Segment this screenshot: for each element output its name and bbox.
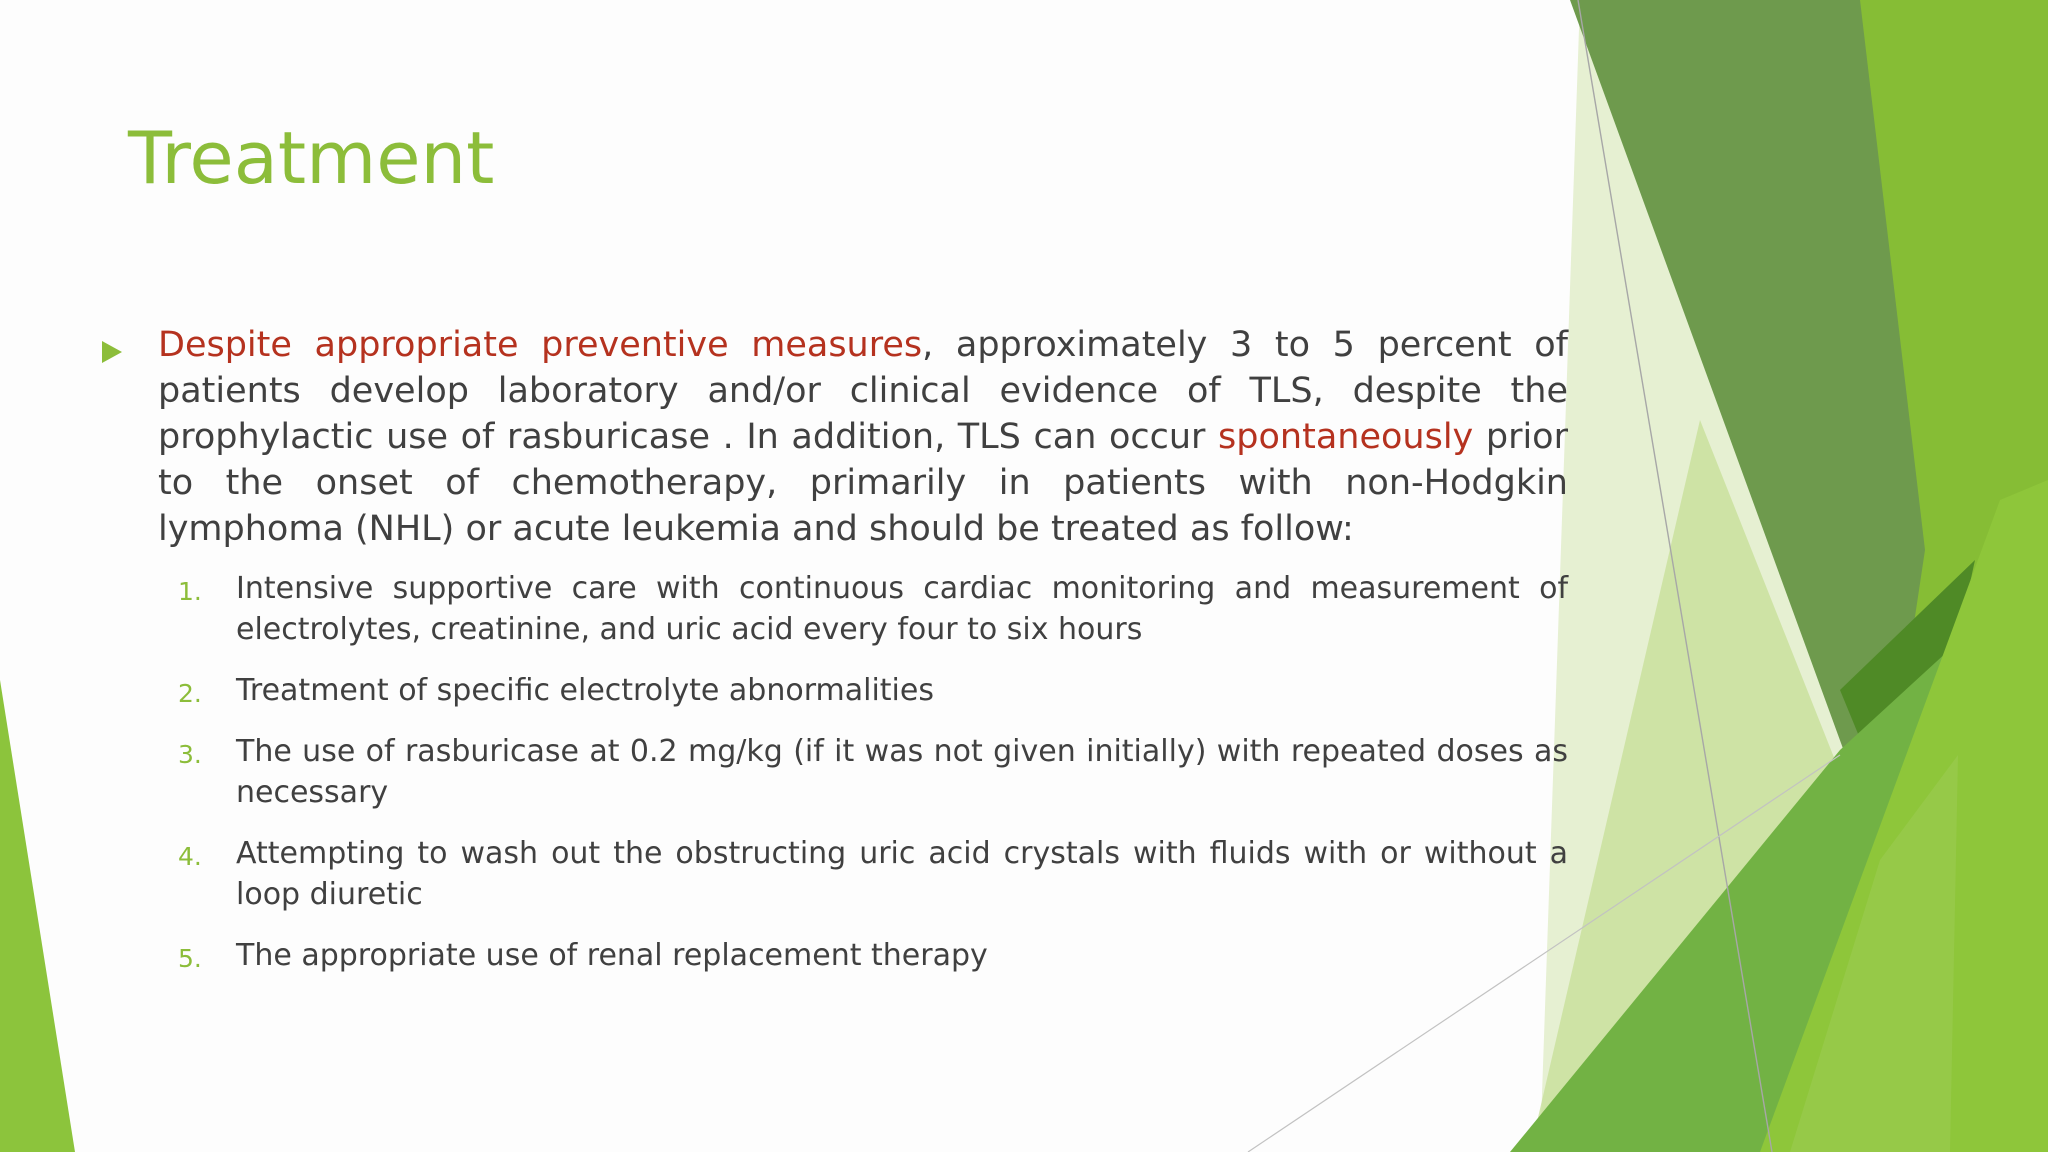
list-item-text: Intensive supportive care with continuous cardiac monitoring and measurement of electrolytes, creatinine, and uric acid every four to six hours <box>236 571 1568 647</box>
left-green-wedge <box>0 680 75 1152</box>
list-item <box>178 670 1568 711</box>
list-item-number: 4. <box>178 842 202 871</box>
treatment-steps-list <box>102 568 1568 976</box>
list-item <box>178 568 1568 650</box>
bullet-text-part-2: prior to the onset of chemotherapy, primarily in patients with non-Hodgkin lymphoma (NHL) or acute leukemia and should be treated as follow: <box>158 417 1568 549</box>
main-bullet-text <box>158 322 1568 552</box>
list-item <box>178 935 1568 976</box>
list-item-text: The appropriate use of renal replacement therapy <box>236 938 988 973</box>
list-item-text: Attempting to wash out the obstructing uric acid crystals with fluids with or without a loop diuretic <box>236 836 1568 912</box>
play-triangle-icon <box>102 341 122 363</box>
list-item-number: 3. <box>178 740 202 769</box>
highlight-preventive-measures: Despite appropriate preventive measures <box>158 325 923 365</box>
list-item-text: The use of rasburicase at 0.2 mg/kg (if it was not given initially) with repeated doses as necessary <box>236 734 1568 810</box>
list-item-text: Treatment of specific electrolyte abnormalities <box>236 673 934 708</box>
slide-title: Treatment <box>128 116 495 200</box>
list-item <box>178 731 1568 813</box>
bullet-text-part-1: , approximately 3 to 5 percent of patients develop laboratory and/or clinical evidence of TLS, despite the prophylactic use of rasburicase . In addition, TLS can occur <box>158 325 1568 457</box>
list-item-number: 1. <box>178 577 202 606</box>
list-item <box>178 833 1568 915</box>
list-item-number: 5. <box>178 944 202 973</box>
list-item-number: 2. <box>178 679 202 708</box>
main-bullet <box>102 322 1568 552</box>
slide-body <box>102 322 1568 996</box>
highlight-spontaneously: spontaneously <box>1218 417 1474 457</box>
